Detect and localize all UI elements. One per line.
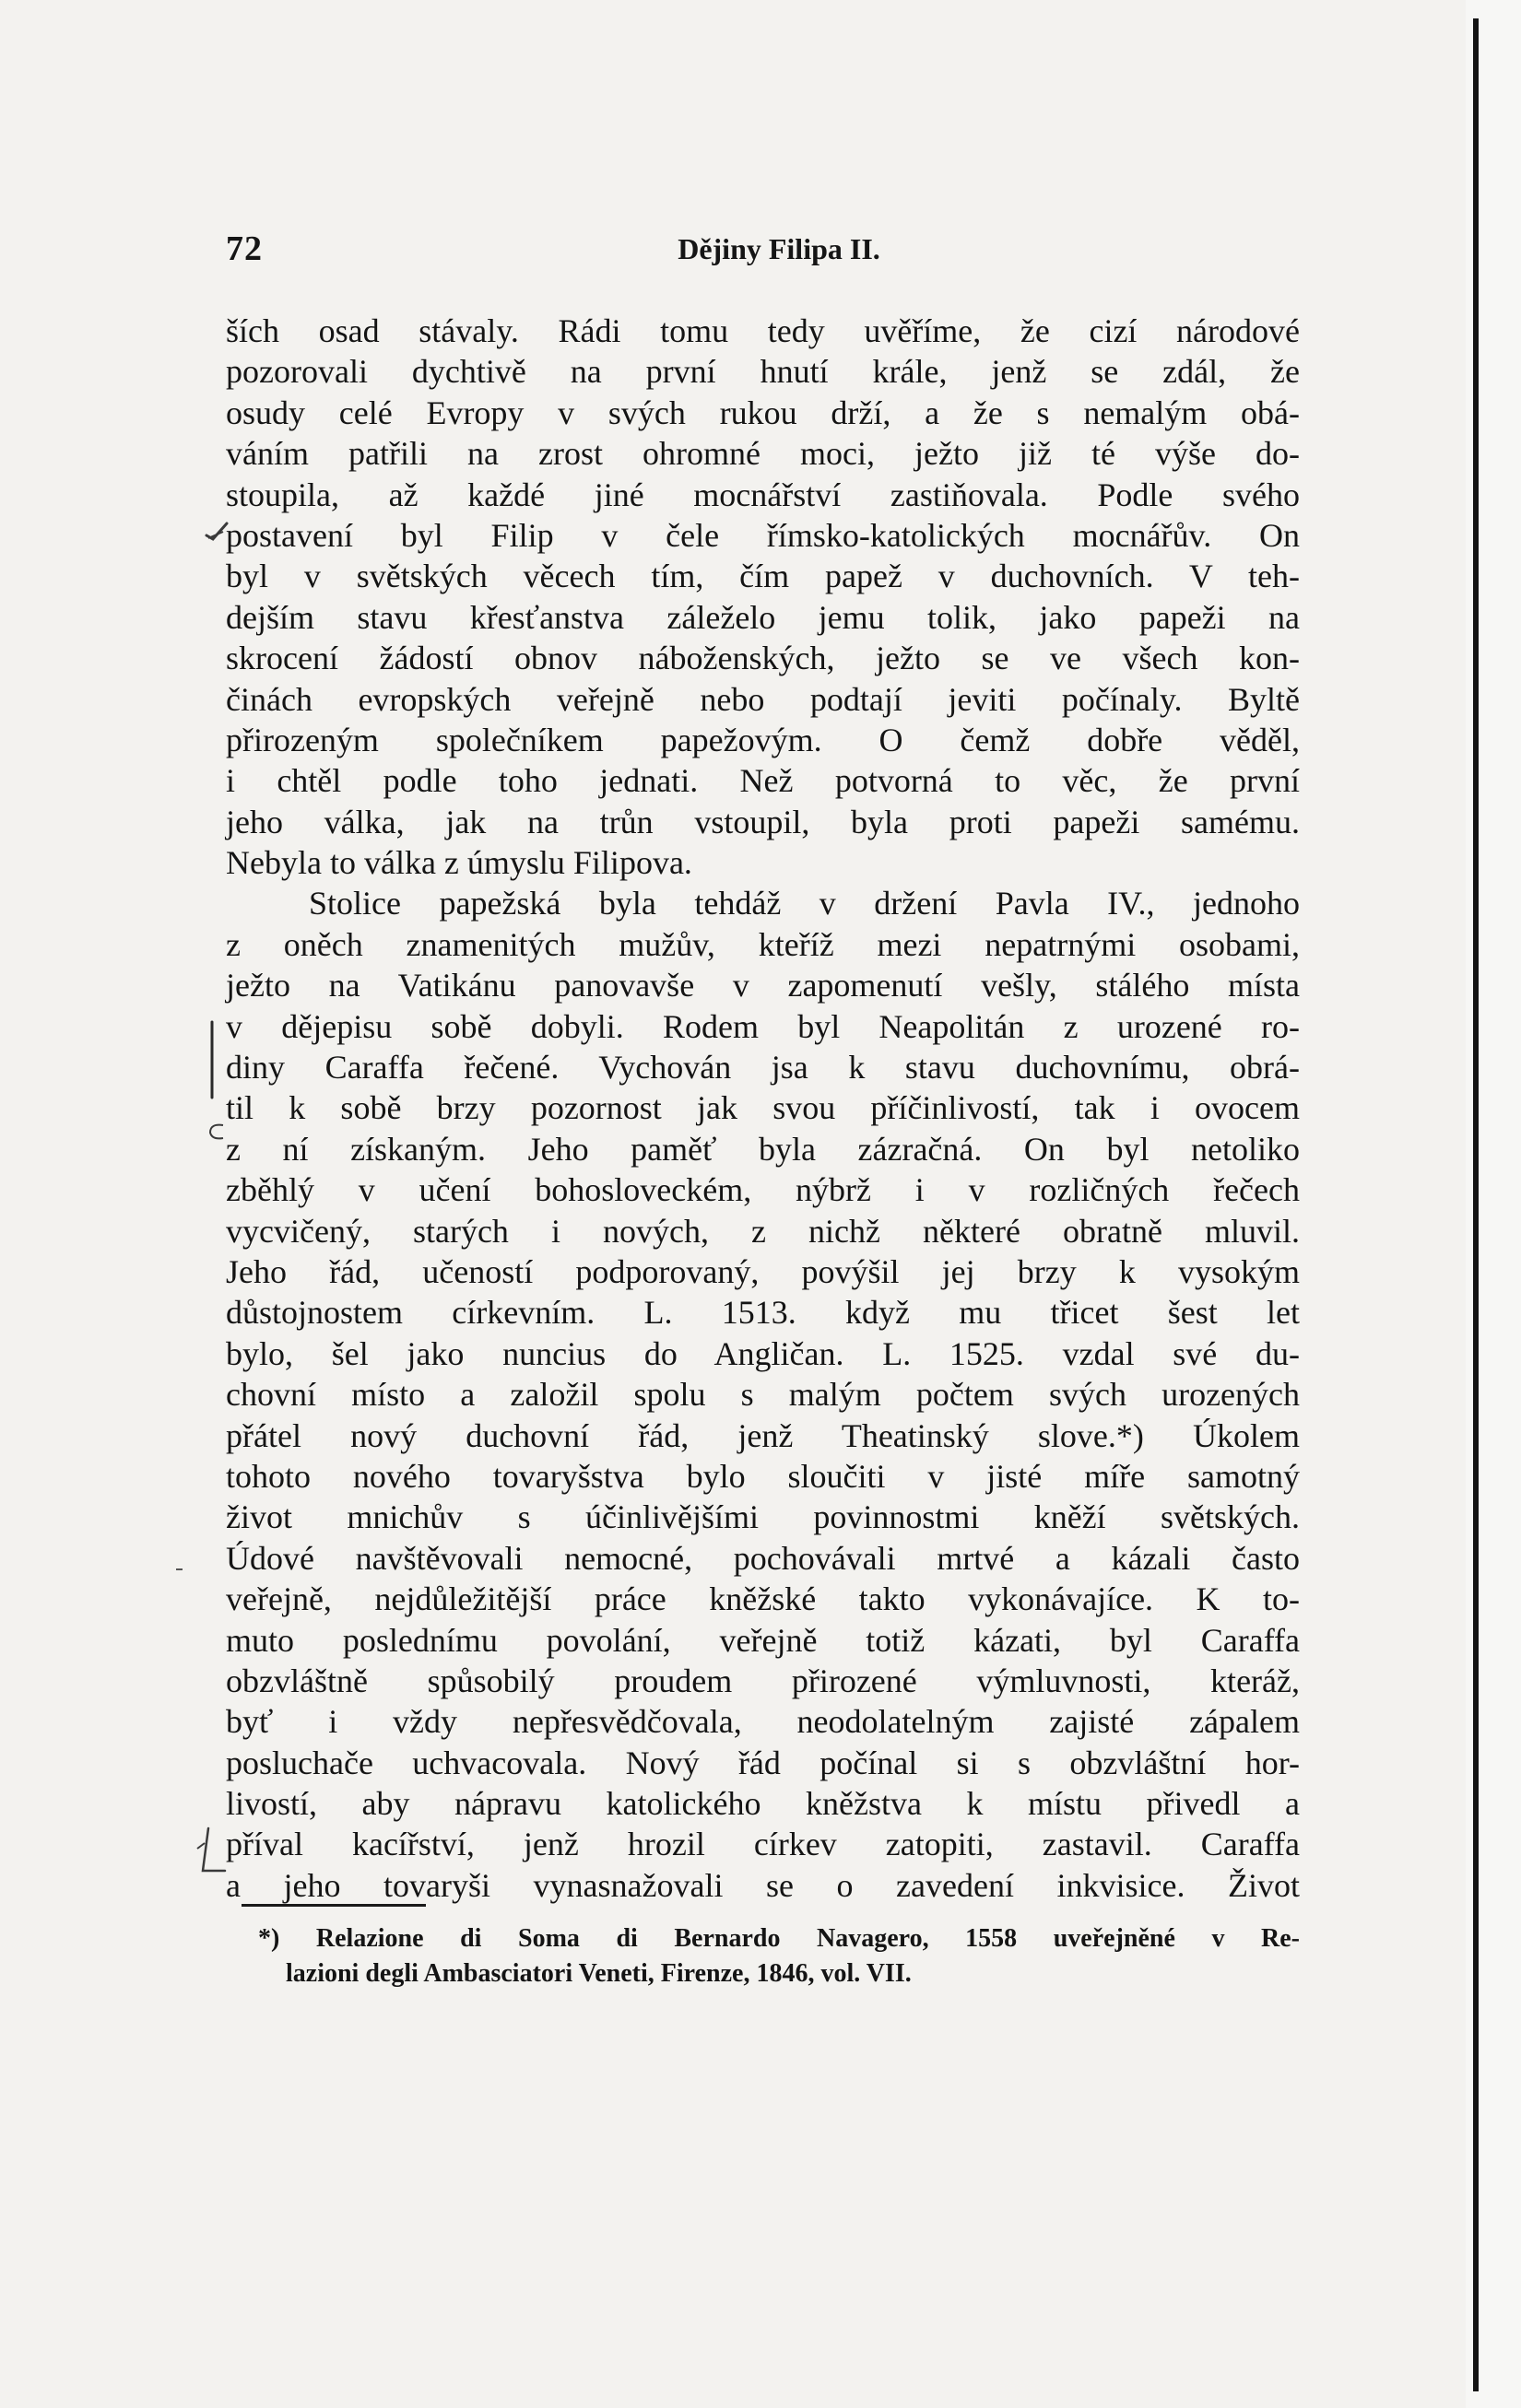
text-line: i chtěl podle toho jednati. Než potvorná to věc, že první	[226, 762, 1300, 800]
body-text	[226, 311, 1300, 1906]
text-line: život mnichův s účinlivějšími povinnostmi kněží světských.	[226, 1498, 1300, 1536]
text-line: osudy celé Evropy v svých rukou drží, a že s nemalým obá-	[226, 394, 1300, 431]
pencil-l-mark	[195, 1823, 229, 1878]
page-number: 72	[226, 229, 263, 268]
pencil-bracket-mark	[206, 1018, 218, 1101]
footnote	[258, 1921, 1300, 1991]
text-line: byť i vždy nepřesvědčovala, neodolatelným zajisté zápalem	[226, 1703, 1300, 1741]
text-line: pozorovali dychtivě na první hnutí krále, jenž se zdál, že	[226, 353, 1300, 391]
text-line: til k sobě brzy pozornost jak svou příčinlivostí, tak i ovocem	[226, 1089, 1300, 1127]
text-line: v dějepisu sobě dobyli. Rodem byl Neapolitán z urozené ro-	[226, 1007, 1300, 1045]
text-line: bylo, šel jako nuncius do Angličan. L. 1525. vzdal své du-	[226, 1334, 1300, 1372]
text-line: Údové navštěvovali nemocné, pochovávali mrtvé a kázali často	[226, 1539, 1300, 1577]
text-line: Stolice papežská byla tehdáž v držení Pavla IV., jednoho	[309, 885, 1300, 922]
text-line: příval kacířství, jenž hrozil církev zatopiti, zastavil. Caraffa	[226, 1826, 1300, 1863]
text-line: vycvičený, starých i nových, z nichž některé obratně mluvil.	[226, 1212, 1300, 1250]
text-line: diny Caraffa řečené. Vychován jsa k stavu duchovnímu, obrá-	[226, 1049, 1300, 1087]
text-line: veřejně, nejdůležitější práce kněžské takto vykonávajíce. K to-	[226, 1580, 1300, 1618]
text-line: ježto na Vatikánu panovavše v zapomenutí vešly, stálého místa	[226, 967, 1300, 1004]
footnote-divider	[242, 1904, 426, 1907]
text-line: postavení byl Filip v čele římsko-katolických mocnářův. On	[226, 516, 1300, 554]
text-line: důstojnostem církevním. L. 1513. když mu třicet šest let	[226, 1294, 1300, 1332]
text-line: váním patřili na zrost ohromné moci, ježto již té výše do-	[226, 435, 1300, 473]
text-line: muto poslednímu povolání, veřejně totiž kázati, byl Caraffa	[226, 1621, 1300, 1659]
running-head	[226, 229, 1300, 270]
text-line: tohoto nového tovaryšstva bylo sloučiti v jisté míře samotný	[226, 1457, 1300, 1495]
text-line: skrocení žádostí obnov náboženských, ježto se ve všech kon-	[226, 640, 1300, 677]
pencil-check-mark	[205, 521, 229, 541]
footnote-line: lazioni degli Ambasciatori Veneti, Firenze, 1846, vol. VII.	[286, 1959, 912, 1988]
pencil-dot-mark	[175, 1567, 184, 1572]
text-line: z ní získaným. Jeho paměť byla zázračná. On byl netoliko	[226, 1130, 1300, 1168]
text-line: z oněch znamenitých mužův, kteříž mezi nepatrnými osobami,	[226, 925, 1300, 963]
footnote-line: *) Relazione di Soma di Bernardo Navagero, 1558 uveřejněné v Re-	[258, 1924, 1300, 1953]
text-line: a jeho tovaryši vynasnažovali se o zavedení inkvisice. Život	[226, 1866, 1300, 1904]
text-line: Nebyla to válka z úmyslu Filipova.	[226, 844, 692, 882]
text-line: livostí, aby nápravu katolického kněžstva k místu přivedl a	[226, 1785, 1300, 1823]
text-line: přirozeným společníkem papežovým. O čemž dobře věděl,	[226, 721, 1300, 758]
text-line: zběhlý v učení bohosloveckém, nýbrž i v rozličných řečech	[226, 1171, 1300, 1209]
pencil-c-mark	[205, 1120, 227, 1142]
text-line: stoupila, až každé jiné mocnářství zastiňovala. Podle svého	[226, 476, 1300, 513]
text-line: posluchače uchvacovala. Nový řád počínal si s obzvláštní hor-	[226, 1744, 1300, 1781]
text-line: Jeho řád, učeností podporovaný, povýšil jej brzy k vysokým	[226, 1252, 1300, 1290]
binding-shadow	[1473, 18, 1479, 2391]
text-line: byl v světských věcech tím, čím papež v duchovních. V teh-	[226, 558, 1300, 595]
text-line: činách evropských veřejně nebo podtají jeviti počínaly. Byltě	[226, 680, 1300, 718]
text-line: ších osad stávaly. Rádi tomu tedy uvěříme, že cizí národové	[226, 312, 1300, 349]
text-line: obzvláštně spůsobilý proudem přirozené výmluvnosti, kteráž,	[226, 1662, 1300, 1699]
text-line: dejším stavu křesťanstva záleželo jemu tolik, jako papeži na	[226, 598, 1300, 636]
book-title: Dějiny Filipa II.	[678, 232, 880, 265]
text-line: chovní místo a založil spolu s malým počtem svých urozených	[226, 1376, 1300, 1414]
text-line: jeho válka, jak na trůn vstoupil, byla proti papeži samému.	[226, 803, 1300, 840]
text-line: přátel nový duchovní řád, jenž Theatinský slove.*) Úkolem	[226, 1416, 1300, 1454]
